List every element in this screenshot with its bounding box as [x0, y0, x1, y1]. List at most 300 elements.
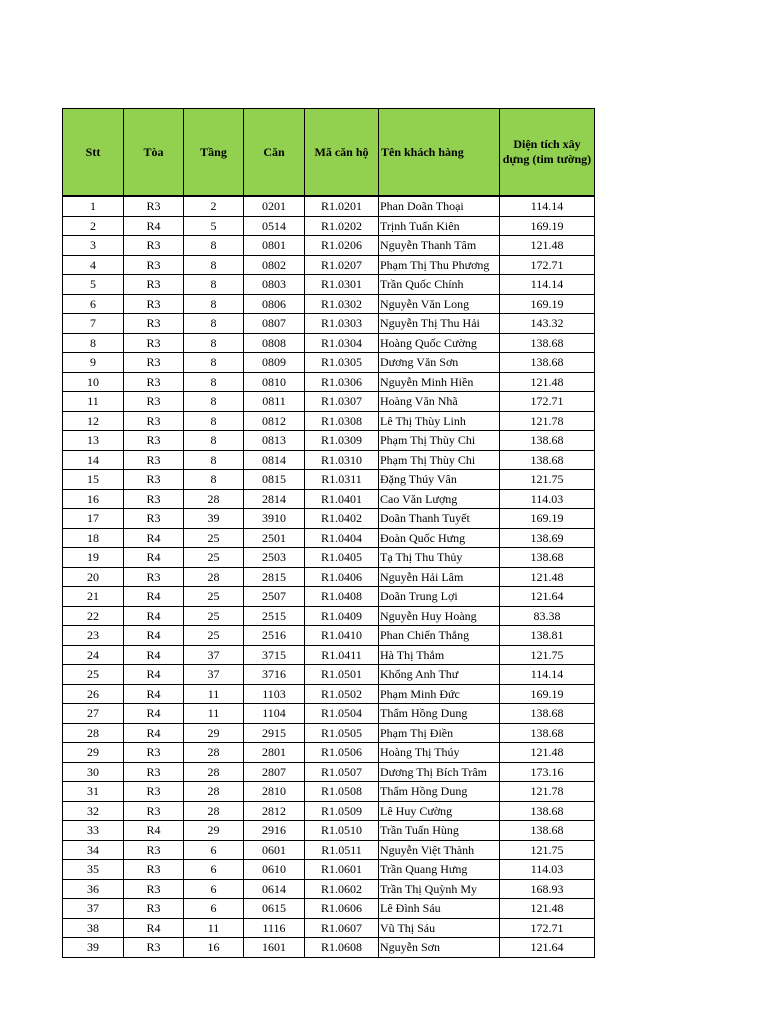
can-cell: 3910	[244, 509, 305, 529]
toa-cell: R3	[124, 255, 184, 275]
toa-cell: R3	[124, 353, 184, 373]
dien-tich-cell: 121.48	[500, 567, 595, 587]
tang-cell: 28	[184, 743, 244, 763]
stt-cell: 11	[63, 392, 124, 412]
tang-cell: 11	[184, 704, 244, 724]
toa-cell: R3	[124, 294, 184, 314]
ten-khach-hang-cell: Lê Đình Sáu	[379, 899, 500, 919]
table-row	[63, 840, 595, 860]
stt-cell: 31	[63, 782, 124, 802]
ten-khach-hang-cell: Khổng Anh Thư	[379, 665, 500, 685]
can-cell: 0808	[244, 333, 305, 353]
toa-cell: R4	[124, 918, 184, 938]
can-cell: 1601	[244, 938, 305, 958]
ma-can-ho-cell: R1.0308	[305, 411, 379, 431]
tang-cell: 25	[184, 606, 244, 626]
toa-cell: R3	[124, 333, 184, 353]
toa-cell: R4	[124, 216, 184, 236]
dien-tich-cell: 121.75	[500, 840, 595, 860]
ma-can-ho-cell: R1.0409	[305, 606, 379, 626]
ma-can-ho-cell: R1.0303	[305, 314, 379, 334]
stt-cell: 8	[63, 333, 124, 353]
can-cell: 3715	[244, 645, 305, 665]
can-cell: 2807	[244, 762, 305, 782]
stt-cell: 29	[63, 743, 124, 763]
dien-tich-cell: 138.68	[500, 450, 595, 470]
dien-tich-cell: 138.68	[500, 353, 595, 373]
dien-tich-cell: 121.78	[500, 411, 595, 431]
stt-cell: 34	[63, 840, 124, 860]
ten-khach-hang-cell: Trần Tuấn Hùng	[379, 821, 500, 841]
tang-cell: 28	[184, 762, 244, 782]
ten-khach-hang-cell: Phạm Minh Đức	[379, 684, 500, 704]
header-can: Căn	[244, 109, 305, 197]
stt-cell: 32	[63, 801, 124, 821]
ma-can-ho-cell: R1.0201	[305, 196, 379, 216]
apartment-table	[62, 108, 595, 958]
tang-cell: 8	[184, 411, 244, 431]
dien-tich-cell: 169.19	[500, 294, 595, 314]
tang-cell: 11	[184, 918, 244, 938]
can-cell: 0803	[244, 275, 305, 295]
can-cell: 0201	[244, 196, 305, 216]
ma-can-ho-cell: R1.0606	[305, 899, 379, 919]
table-header	[63, 109, 595, 197]
ten-khach-hang-cell: Vũ Thị Sáu	[379, 918, 500, 938]
toa-cell: R3	[124, 411, 184, 431]
table-row	[63, 275, 595, 295]
table-row	[63, 723, 595, 743]
ma-can-ho-cell: R1.0311	[305, 470, 379, 490]
stt-cell: 7	[63, 314, 124, 334]
tang-cell: 29	[184, 821, 244, 841]
stt-cell: 37	[63, 899, 124, 919]
table-row	[63, 606, 595, 626]
ten-khach-hang-cell: Thẩm Hồng Dung	[379, 782, 500, 802]
table-row	[63, 196, 595, 216]
can-cell: 2501	[244, 528, 305, 548]
table-row	[63, 626, 595, 646]
ma-can-ho-cell: R1.0505	[305, 723, 379, 743]
ten-khach-hang-cell: Nguyễn Huy Hoàng	[379, 606, 500, 626]
toa-cell: R3	[124, 567, 184, 587]
can-cell: 2915	[244, 723, 305, 743]
dien-tich-cell: 138.68	[500, 333, 595, 353]
ten-khach-hang-cell: Doãn Thanh Tuyết	[379, 509, 500, 529]
tang-cell: 25	[184, 626, 244, 646]
stt-cell: 33	[63, 821, 124, 841]
toa-cell: R4	[124, 528, 184, 548]
can-cell: 2810	[244, 782, 305, 802]
can-cell: 0514	[244, 216, 305, 236]
toa-cell: R3	[124, 840, 184, 860]
dien-tich-cell: 173.16	[500, 762, 595, 782]
header-dien-tich: Diện tích xây dựng (tim tường)	[500, 109, 595, 197]
ma-can-ho-cell: R1.0309	[305, 431, 379, 451]
dien-tich-cell: 172.71	[500, 918, 595, 938]
ten-khach-hang-cell: Phạm Thị Thu Phương	[379, 255, 500, 275]
dien-tich-cell: 121.48	[500, 236, 595, 256]
toa-cell: R3	[124, 489, 184, 509]
stt-cell: 9	[63, 353, 124, 373]
toa-cell: R3	[124, 509, 184, 529]
tang-cell: 8	[184, 314, 244, 334]
can-cell: 0812	[244, 411, 305, 431]
dien-tich-cell: 138.68	[500, 704, 595, 724]
stt-cell: 24	[63, 645, 124, 665]
can-cell: 1104	[244, 704, 305, 724]
stt-cell: 27	[63, 704, 124, 724]
ten-khach-hang-cell: Phạm Thị Thùy Chi	[379, 450, 500, 470]
ten-khach-hang-cell: Đặng Thúy Vân	[379, 470, 500, 490]
table-row	[63, 567, 595, 587]
tang-cell: 28	[184, 782, 244, 802]
table-row	[63, 255, 595, 275]
table-row	[63, 470, 595, 490]
toa-cell: R4	[124, 684, 184, 704]
tang-cell: 37	[184, 645, 244, 665]
can-cell: 0807	[244, 314, 305, 334]
toa-cell: R4	[124, 606, 184, 626]
ma-can-ho-cell: R1.0304	[305, 333, 379, 353]
header-ten-khach-hang: Tên khách hàng	[379, 109, 500, 197]
tang-cell: 8	[184, 255, 244, 275]
can-cell: 1103	[244, 684, 305, 704]
tang-cell: 8	[184, 450, 244, 470]
toa-cell: R3	[124, 879, 184, 899]
toa-cell: R4	[124, 665, 184, 685]
can-cell: 0802	[244, 255, 305, 275]
ten-khach-hang-cell: Trần Quang Hưng	[379, 860, 500, 880]
ten-khach-hang-cell: Hoàng Văn Nhã	[379, 392, 500, 412]
ten-khach-hang-cell: Nguyễn Thanh Tâm	[379, 236, 500, 256]
stt-cell: 6	[63, 294, 124, 314]
table-row	[63, 548, 595, 568]
stt-cell: 13	[63, 431, 124, 451]
tang-cell: 8	[184, 353, 244, 373]
toa-cell: R3	[124, 782, 184, 802]
ma-can-ho-cell: R1.0301	[305, 275, 379, 295]
table-row	[63, 450, 595, 470]
dien-tich-cell: 114.14	[500, 275, 595, 295]
tang-cell: 25	[184, 528, 244, 548]
dien-tich-cell: 138.81	[500, 626, 595, 646]
tang-cell: 8	[184, 470, 244, 490]
tang-cell: 28	[184, 489, 244, 509]
ten-khach-hang-cell: Lê Thị Thùy Linh	[379, 411, 500, 431]
toa-cell: R4	[124, 548, 184, 568]
toa-cell: R4	[124, 626, 184, 646]
stt-cell: 23	[63, 626, 124, 646]
table-row	[63, 528, 595, 548]
table-row	[63, 938, 595, 958]
tang-cell: 28	[184, 567, 244, 587]
table-row	[63, 860, 595, 880]
ten-khach-hang-cell: Nguyễn Sơn	[379, 938, 500, 958]
can-cell: 3716	[244, 665, 305, 685]
toa-cell: R4	[124, 645, 184, 665]
ma-can-ho-cell: R1.0206	[305, 236, 379, 256]
ten-khach-hang-cell: Hà Thị Thắm	[379, 645, 500, 665]
stt-cell: 35	[63, 860, 124, 880]
toa-cell: R3	[124, 236, 184, 256]
toa-cell: R4	[124, 821, 184, 841]
dien-tich-cell: 138.68	[500, 431, 595, 451]
header-row	[63, 109, 595, 197]
ten-khach-hang-cell: Phạm Thị Điền	[379, 723, 500, 743]
dien-tich-cell: 172.71	[500, 255, 595, 275]
can-cell: 0814	[244, 450, 305, 470]
ma-can-ho-cell: R1.0501	[305, 665, 379, 685]
toa-cell: R3	[124, 196, 184, 216]
table-row	[63, 372, 595, 392]
stt-cell: 25	[63, 665, 124, 685]
table-row	[63, 294, 595, 314]
ma-can-ho-cell: R1.0310	[305, 450, 379, 470]
dien-tich-cell: 114.14	[500, 196, 595, 216]
dien-tich-cell: 169.19	[500, 509, 595, 529]
can-cell: 0801	[244, 236, 305, 256]
stt-cell: 14	[63, 450, 124, 470]
ma-can-ho-cell: R1.0207	[305, 255, 379, 275]
stt-cell: 22	[63, 606, 124, 626]
dien-tich-cell: 143.32	[500, 314, 595, 334]
dien-tich-cell: 138.68	[500, 821, 595, 841]
ma-can-ho-cell: R1.0307	[305, 392, 379, 412]
header-ma-can-ho: Mã căn hộ	[305, 109, 379, 197]
ten-khach-hang-cell: Trần Quốc Chính	[379, 275, 500, 295]
table-row	[63, 918, 595, 938]
ma-can-ho-cell: R1.0202	[305, 216, 379, 236]
dien-tich-cell: 114.14	[500, 665, 595, 685]
can-cell: 2815	[244, 567, 305, 587]
dien-tich-cell: 138.69	[500, 528, 595, 548]
ten-khach-hang-cell: Cao Văn Lượng	[379, 489, 500, 509]
toa-cell: R3	[124, 470, 184, 490]
ma-can-ho-cell: R1.0510	[305, 821, 379, 841]
stt-cell: 18	[63, 528, 124, 548]
table-row	[63, 489, 595, 509]
ma-can-ho-cell: R1.0406	[305, 567, 379, 587]
stt-cell: 10	[63, 372, 124, 392]
ma-can-ho-cell: R1.0405	[305, 548, 379, 568]
table-row	[63, 704, 595, 724]
tang-cell: 8	[184, 333, 244, 353]
ma-can-ho-cell: R1.0607	[305, 918, 379, 938]
stt-cell: 26	[63, 684, 124, 704]
stt-cell: 4	[63, 255, 124, 275]
toa-cell: R3	[124, 431, 184, 451]
toa-cell: R3	[124, 314, 184, 334]
can-cell: 0813	[244, 431, 305, 451]
can-cell: 2801	[244, 743, 305, 763]
header-stt: Stt	[63, 109, 124, 197]
dien-tich-cell: 172.71	[500, 392, 595, 412]
dien-tich-cell: 121.64	[500, 587, 595, 607]
stt-cell: 39	[63, 938, 124, 958]
ma-can-ho-cell: R1.0608	[305, 938, 379, 958]
dien-tich-cell: 114.03	[500, 860, 595, 880]
ten-khach-hang-cell: Nguyễn Việt Thành	[379, 840, 500, 860]
table-row	[63, 801, 595, 821]
table-row	[63, 216, 595, 236]
toa-cell: R3	[124, 801, 184, 821]
toa-cell: R3	[124, 938, 184, 958]
ten-khach-hang-cell: Phạm Thị Thùy Chi	[379, 431, 500, 451]
tang-cell: 6	[184, 899, 244, 919]
dien-tich-cell: 168.93	[500, 879, 595, 899]
tang-cell: 8	[184, 431, 244, 451]
toa-cell: R3	[124, 762, 184, 782]
ma-can-ho-cell: R1.0411	[305, 645, 379, 665]
ma-can-ho-cell: R1.0509	[305, 801, 379, 821]
ten-khach-hang-cell: Lê Huy Cường	[379, 801, 500, 821]
ten-khach-hang-cell: Trịnh Tuấn Kiên	[379, 216, 500, 236]
ten-khach-hang-cell: Hoàng Quốc Cường	[379, 333, 500, 353]
dien-tich-cell: 138.68	[500, 548, 595, 568]
can-cell: 0601	[244, 840, 305, 860]
ma-can-ho-cell: R1.0502	[305, 684, 379, 704]
table-row	[63, 333, 595, 353]
ma-can-ho-cell: R1.0602	[305, 879, 379, 899]
tang-cell: 6	[184, 879, 244, 899]
tang-cell: 2	[184, 196, 244, 216]
stt-cell: 20	[63, 567, 124, 587]
tang-cell: 25	[184, 587, 244, 607]
dien-tich-cell: 121.78	[500, 782, 595, 802]
can-cell: 2814	[244, 489, 305, 509]
dien-tich-cell: 114.03	[500, 489, 595, 509]
stt-cell: 36	[63, 879, 124, 899]
tang-cell: 37	[184, 665, 244, 685]
ma-can-ho-cell: R1.0306	[305, 372, 379, 392]
can-cell: 0810	[244, 372, 305, 392]
ten-khach-hang-cell: Dương Văn Sơn	[379, 353, 500, 373]
tang-cell: 5	[184, 216, 244, 236]
table-row	[63, 899, 595, 919]
table-body	[63, 196, 595, 957]
can-cell: 2507	[244, 587, 305, 607]
can-cell: 2516	[244, 626, 305, 646]
stt-cell: 28	[63, 723, 124, 743]
dien-tich-cell: 138.68	[500, 801, 595, 821]
dien-tich-cell: 169.19	[500, 684, 595, 704]
header-tang: Tầng	[184, 109, 244, 197]
can-cell: 0809	[244, 353, 305, 373]
ma-can-ho-cell: R1.0410	[305, 626, 379, 646]
ten-khach-hang-cell: Nguyễn Minh Hiền	[379, 372, 500, 392]
can-cell: 2812	[244, 801, 305, 821]
dien-tich-cell: 121.64	[500, 938, 595, 958]
stt-cell: 12	[63, 411, 124, 431]
ten-khach-hang-cell: Đoàn Quốc Hưng	[379, 528, 500, 548]
can-cell: 0811	[244, 392, 305, 412]
table-row	[63, 509, 595, 529]
toa-cell: R4	[124, 723, 184, 743]
ma-can-ho-cell: R1.0506	[305, 743, 379, 763]
tang-cell: 8	[184, 275, 244, 295]
ten-khach-hang-cell: Phan Doãn Thoại	[379, 196, 500, 216]
tang-cell: 29	[184, 723, 244, 743]
stt-cell: 1	[63, 196, 124, 216]
ma-can-ho-cell: R1.0402	[305, 509, 379, 529]
can-cell: 0615	[244, 899, 305, 919]
toa-cell: R3	[124, 372, 184, 392]
stt-cell: 2	[63, 216, 124, 236]
ten-khach-hang-cell: Tạ Thị Thu Thủy	[379, 548, 500, 568]
table-row	[63, 743, 595, 763]
tang-cell: 8	[184, 236, 244, 256]
table-row	[63, 879, 595, 899]
table-row	[63, 392, 595, 412]
table-row	[63, 782, 595, 802]
tang-cell: 11	[184, 684, 244, 704]
stt-cell: 19	[63, 548, 124, 568]
toa-cell: R3	[124, 860, 184, 880]
stt-cell: 16	[63, 489, 124, 509]
table-row	[63, 587, 595, 607]
tang-cell: 8	[184, 372, 244, 392]
ma-can-ho-cell: R1.0508	[305, 782, 379, 802]
can-cell: 2515	[244, 606, 305, 626]
table-row	[63, 762, 595, 782]
stt-cell: 30	[63, 762, 124, 782]
stt-cell: 21	[63, 587, 124, 607]
table-row	[63, 411, 595, 431]
stt-cell: 15	[63, 470, 124, 490]
tang-cell: 6	[184, 840, 244, 860]
ma-can-ho-cell: R1.0504	[305, 704, 379, 724]
stt-cell: 3	[63, 236, 124, 256]
ma-can-ho-cell: R1.0408	[305, 587, 379, 607]
ten-khach-hang-cell: Nguyễn Hải Lâm	[379, 567, 500, 587]
table-row	[63, 684, 595, 704]
dien-tich-cell: 138.68	[500, 723, 595, 743]
table-row	[63, 314, 595, 334]
dien-tich-cell: 121.48	[500, 743, 595, 763]
ma-can-ho-cell: R1.0601	[305, 860, 379, 880]
ten-khach-hang-cell: Doãn Trung Lợi	[379, 587, 500, 607]
ten-khach-hang-cell: Phan Chiến Thắng	[379, 626, 500, 646]
dien-tich-cell: 83.38	[500, 606, 595, 626]
table-row	[63, 821, 595, 841]
tang-cell: 25	[184, 548, 244, 568]
ma-can-ho-cell: R1.0305	[305, 353, 379, 373]
toa-cell: R3	[124, 899, 184, 919]
tang-cell: 8	[184, 294, 244, 314]
dien-tich-cell: 169.19	[500, 216, 595, 236]
table-row	[63, 665, 595, 685]
stt-cell: 38	[63, 918, 124, 938]
stt-cell: 5	[63, 275, 124, 295]
can-cell: 0614	[244, 879, 305, 899]
can-cell: 0610	[244, 860, 305, 880]
table-row	[63, 236, 595, 256]
toa-cell: R3	[124, 743, 184, 763]
ten-khach-hang-cell: Hoàng Thị Thúy	[379, 743, 500, 763]
ten-khach-hang-cell: Thẩm Hồng Dung	[379, 704, 500, 724]
ma-can-ho-cell: R1.0511	[305, 840, 379, 860]
table-row	[63, 353, 595, 373]
can-cell: 2916	[244, 821, 305, 841]
ten-khach-hang-cell: Nguyễn Văn Long	[379, 294, 500, 314]
tang-cell: 39	[184, 509, 244, 529]
ma-can-ho-cell: R1.0401	[305, 489, 379, 509]
tang-cell: 6	[184, 860, 244, 880]
tang-cell: 8	[184, 392, 244, 412]
stt-cell: 17	[63, 509, 124, 529]
dien-tich-cell: 121.48	[500, 372, 595, 392]
